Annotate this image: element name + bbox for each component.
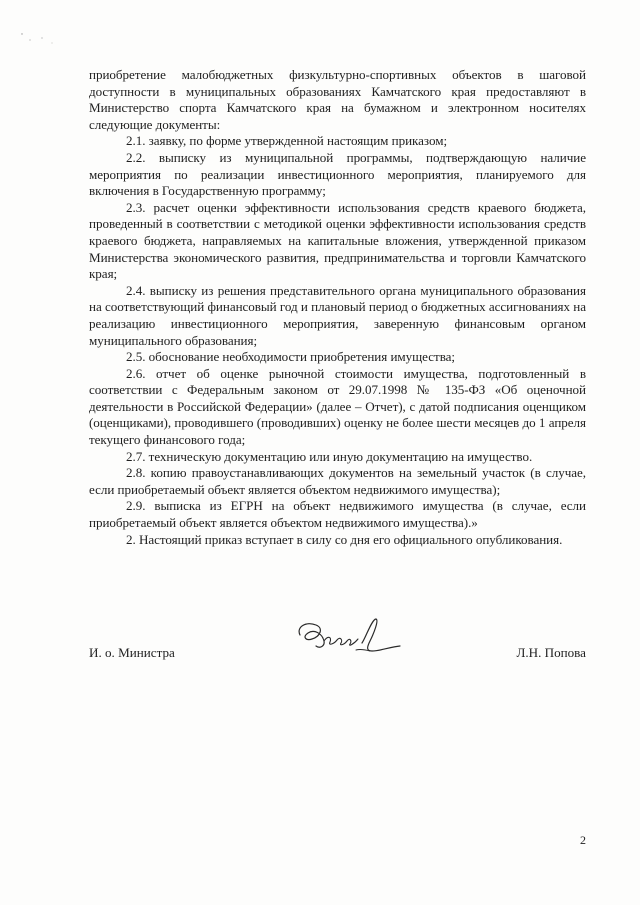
signature-block [89, 645, 586, 669]
document-body [89, 67, 586, 548]
signatory-position: И. о. Министра [89, 645, 175, 660]
paragraph-effective-date: 2. Настоящий приказ вступает в силу со дня его официального опубликования. [126, 531, 563, 547]
scan-artifact-dots [0, 0, 70, 60]
paragraph-intro: приобретение малобюджетных физкультурно-спортивных объектов в шаговой доступности в муниципальных образованиях Камчатского края предоставляют в Министерство спорта Камчатского края на бумажном и электронном носителях следующие документы: [89, 67, 586, 132]
paragraph-2-4: 2.4. выписку из решения представительного органа муниципального образования на соответствующий финансовый год и плановый период о бюджетных ассигнованиях на реализацию инвестиционного мероприятия, заверенную финансовым органом муниципального образования; [89, 282, 586, 348]
paragraph-2-7: 2.7. техническую документацию или иную документацию на имущество. [126, 448, 533, 464]
paragraph-2-9: 2.9. выписка из ЕГРН на объект недвижимого имущества (в случае, если приобретаемый объект является объектом недвижимого имущества).» [89, 498, 586, 531]
page-number: 2 [580, 833, 586, 847]
signatory-name: Л.Н. Попова [516, 645, 586, 660]
paragraph-2-6: 2.6. отчет об оценке рыночной стоимости имущества, подготовленный в соответствии с Федеральным законом от 29.07.1998 № 135-ФЗ «Об оценочной деятельности в Российской Федерации» (далее – Отчет), с датой подписания оценщиком (оценщиками), проводившего (проводивших) оценку не более шести месяцев до 1 апреля текущего финансового года; [89, 365, 586, 448]
paragraph-2-8: 2.8. копию правоустанавливающих документов на земельный участок (в случае, если приобретаемый объект является объектом недвижимого имущества); [89, 465, 586, 497]
paragraph-2-3: 2.3. расчет оценки эффективности использования средств краевого бюджета, проведенный в соответствии с методикой оценки эффективности использования средств краевого бюджета, направляемых на капитальные вложения, утвержденной приказом Министерства экономического развития, предпринимательства и торговли Камчатского края; [89, 199, 586, 282]
paragraph-2-5: 2.5. обоснование необходимости приобретения имущества; [126, 349, 455, 365]
paragraph-2-1: 2.1. заявку, по форме утвержденной настоящим приказом; [126, 133, 448, 149]
paragraph-2-2: 2.2. выписку из муниципальной программы, подтверждающую наличие мероприятия по реализации инвестиционного мероприятия, планируемого для включения в Государственную программу; [89, 149, 586, 199]
